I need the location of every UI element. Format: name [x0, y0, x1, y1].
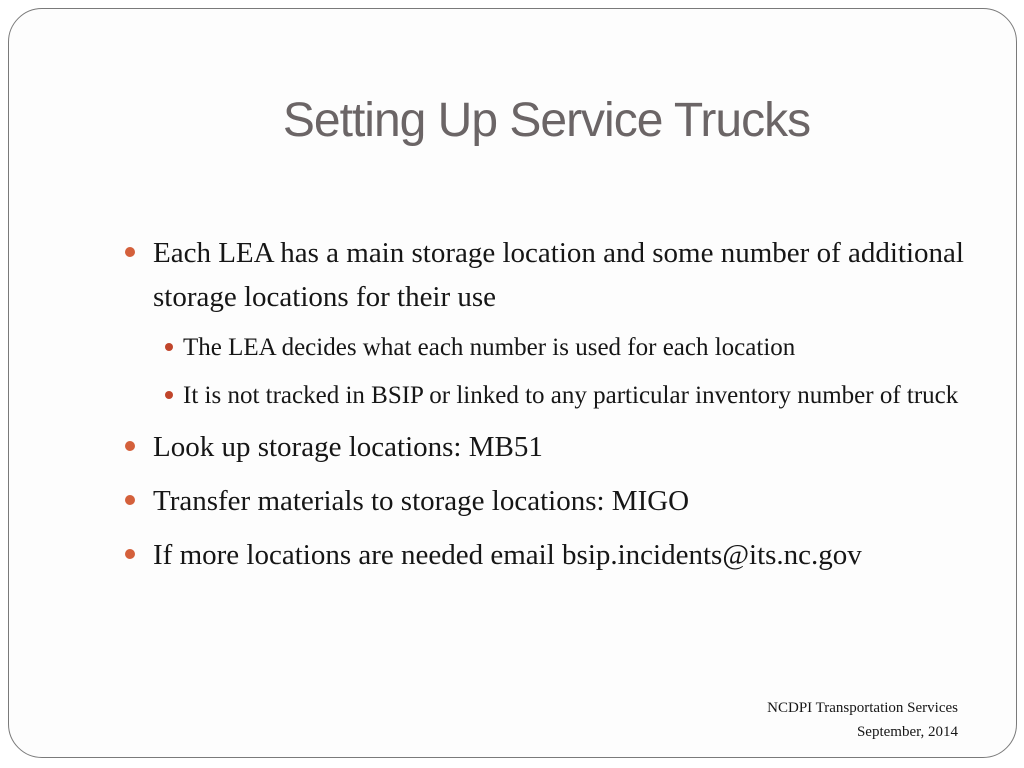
sub-bullet-text: It is not tracked in BSIP or linked to any particular inventory number of truck [183, 382, 959, 409]
sub-bullet-item [165, 377, 985, 415]
bullet-text: Transfer materials to storage locations: MIGO [153, 485, 690, 517]
bullet-dot-icon [125, 441, 135, 451]
slide-footer [767, 696, 958, 744]
bullet-item [125, 425, 985, 469]
bullet-text: Each LEA has a main storage location and some number of additional storage locations for their use [153, 237, 964, 313]
sub-bullet-dot-icon [165, 343, 173, 351]
slide-frame [8, 8, 1017, 758]
bullet-item [125, 231, 985, 319]
bullet-item [125, 533, 985, 577]
sub-bullet-dot-icon [165, 391, 173, 399]
footer-date: September, 2014 [856, 724, 958, 740]
sub-bullet-text: The LEA decides what each number is used for each location [183, 334, 796, 361]
bullet-dot-icon [125, 247, 135, 257]
bullet-text: If more locations are needed email bsip.incidents@its.nc.gov [153, 539, 862, 571]
sub-bullet-item [165, 329, 985, 367]
bullet-dot-icon [125, 495, 135, 505]
slide-content [125, 231, 985, 587]
footer-organization: NCDPI Transportation Services [767, 700, 958, 716]
bullet-dot-icon [125, 549, 135, 559]
slide-title: Setting Up Service Trucks [282, 94, 811, 147]
bullet-text: Look up storage locations: MB51 [153, 431, 543, 463]
bullet-item [125, 479, 985, 523]
